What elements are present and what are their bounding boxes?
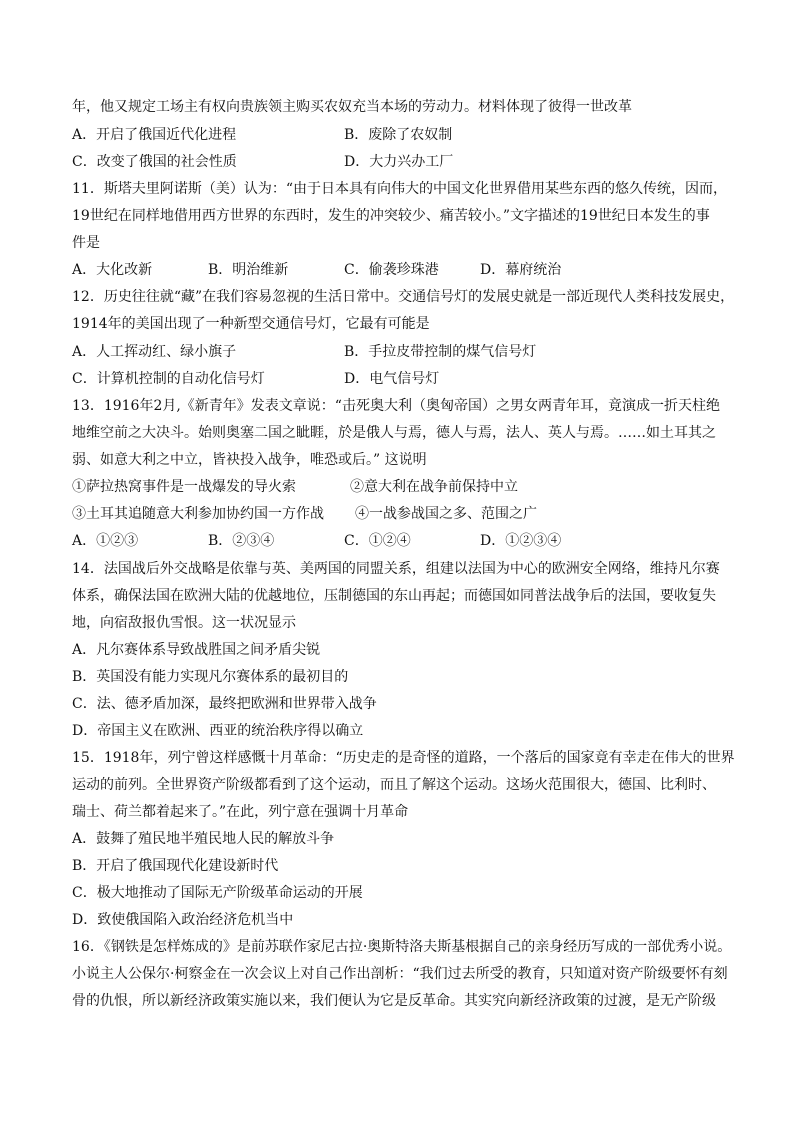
q13-statement-2: ②意大利在战争前保持中立 [350,479,518,495]
q13-option-c: C．①②④ [344,533,411,549]
q11-option-a: A．大化改新 [72,262,153,278]
q15-stem-line-3: 瑞士、荷兰都着起来了。”在此，列宁意在强调十月革命 [72,804,409,820]
q13-statement-1: ①萨拉热窝事件是一战爆发的导火索 [72,479,296,495]
q11-stem-line-3: 件是 [72,235,100,251]
q11-option-d: D．幕府统治 [480,262,562,278]
q11-stem-line-2: 19世纪在同样地借用西方世界的东西时，发生的冲突较少、痛苦较小。”文字描述的19世纪日本发生的事 [72,208,710,224]
q14-option-d: D．帝国主义在欧洲、西亚的统治秩序得以确立 [72,723,364,739]
q12-stem-line-2: 1914年的美国出现了一种新型交通信号灯，它最有可能是 [72,316,430,332]
q10-option-b: B．废除了农奴制 [344,127,453,143]
q13-option-b: B．②③④ [208,533,275,549]
q16-stem-line-2: 小说主人公保尔·柯察金在一次会议上对自己作出剖析：“我们过去所受的教育，只知道对资产阶级要怀有刻 [72,966,728,982]
q14-option-c: C．法、德矛盾加深，最终把欧洲和世界带入战争 [72,696,377,712]
q10-stem-tail: 年，他又规定工场主有权向贵族领主购买农奴充当本场的劳动力。材料体现了彼得一世改革 [72,99,632,115]
q15-stem-line-1: 15．1918年，列宁曾这样感慨十月革命：“历史走的是奇怪的道路，一个落后的国家竟有幸走在伟大的世界 [72,750,735,766]
q10-option-d: D．大力兴办工厂 [344,154,454,170]
q14-stem-line-2: 体系，确保法国在欧洲大陆的优越地位，压制德国的东山再起；而德国如同普法战争后的法国，要收复失 [72,588,716,604]
q14-option-a: A．凡尔赛体系导致战胜国之间矛盾尖锐 [72,642,321,658]
q13-option-a: A．①②③ [72,533,139,549]
q12-option-a: A．人工挥动红、绿小旗子 [72,344,237,360]
q13-statement-3: ③土耳其追随意大利参加协约国一方作战 [72,506,324,522]
q16-stem-line-3: 骨的仇恨，所以新经济政策实施以来，我们便认为它是反革命。其实究向新经济政策的过渡，是无产阶级 [72,993,716,1009]
q15-option-b: B．开启了俄国现代化建设新时代 [72,858,279,874]
q15-option-a: A．鼓舞了殖民地半殖民地人民的解放斗争 [72,831,335,847]
q13-option-d: D．①②③④ [480,533,562,549]
q10-option-a: A．开启了俄国近代化进程 [72,127,237,143]
q15-option-c: C．极大地推动了国际无产阶级革命运动的开展 [72,885,363,901]
q10-option-c: C．改变了俄国的社会性质 [72,154,237,170]
q11-option-b: B．明治维新 [208,262,289,278]
q12-stem-line-1: 12．历史往往就“藏”在我们容易忽视的生活日常中。交通信号灯的发展史就是一部近现代人类科技发展史， [72,289,735,305]
q12-option-c: C．计算机控制的自动化信号灯 [72,371,265,387]
q15-stem-line-2: 运动的前列。全世界资产阶级都看到了这个运动，而且了解这个运动。这场火范围很大，德国、比利时、 [72,777,716,793]
q13-stem-line-2: 地维空前之大决斗。始则奥塞二国之眦睚，於是俄人与焉，德人与焉，法人、英人与焉。……如土耳其之 [72,425,716,441]
q13-stem-line-1: 13．1916年2月,《新青年》发表文章说：“击死奥大利（奥匈帝国）之男女两青年耳，竟演成一折天柱绝 [72,398,720,414]
q14-stem-line-3: 地，向宿敌报仇雪恨。这一状况显示 [72,615,296,631]
q12-option-b: B．手拉皮带控制的煤气信号灯 [344,344,537,360]
q15-option-d: D．致使俄国陷入政治经济危机当中 [72,912,294,928]
q14-stem-line-1: 14．法国战后外交战略是依靠与英、美两国的同盟关系，组建以法国为中心的欧洲安全网络，维持凡尔赛 [72,561,720,577]
q14-option-b: B．英国没有能力实现凡尔赛体系的最初目的 [72,669,349,685]
q11-stem-line-1: 11．斯塔夫里阿诺斯（美）认为：“由于日本具有向伟大的中国文化世界借用某些东西的悠久传统，因而， [72,181,727,197]
q13-stem-line-3: 弱、如意大利之中立，皆袂投入战争，唯恐或后。” 这说明 [72,452,427,468]
q11-option-c: C．偷袭珍珠港 [344,262,439,278]
q13-statement-4: ④一战参战国之多、范围之广 [355,506,537,522]
q16-stem-line-1: 16．《钢铁是怎样炼成的》是前苏联作家尼古拉·奥斯特洛夫斯基根据自己的亲身经历写成的一部优秀小说。 [72,939,732,955]
q12-option-d: D．电气信号灯 [344,371,440,387]
